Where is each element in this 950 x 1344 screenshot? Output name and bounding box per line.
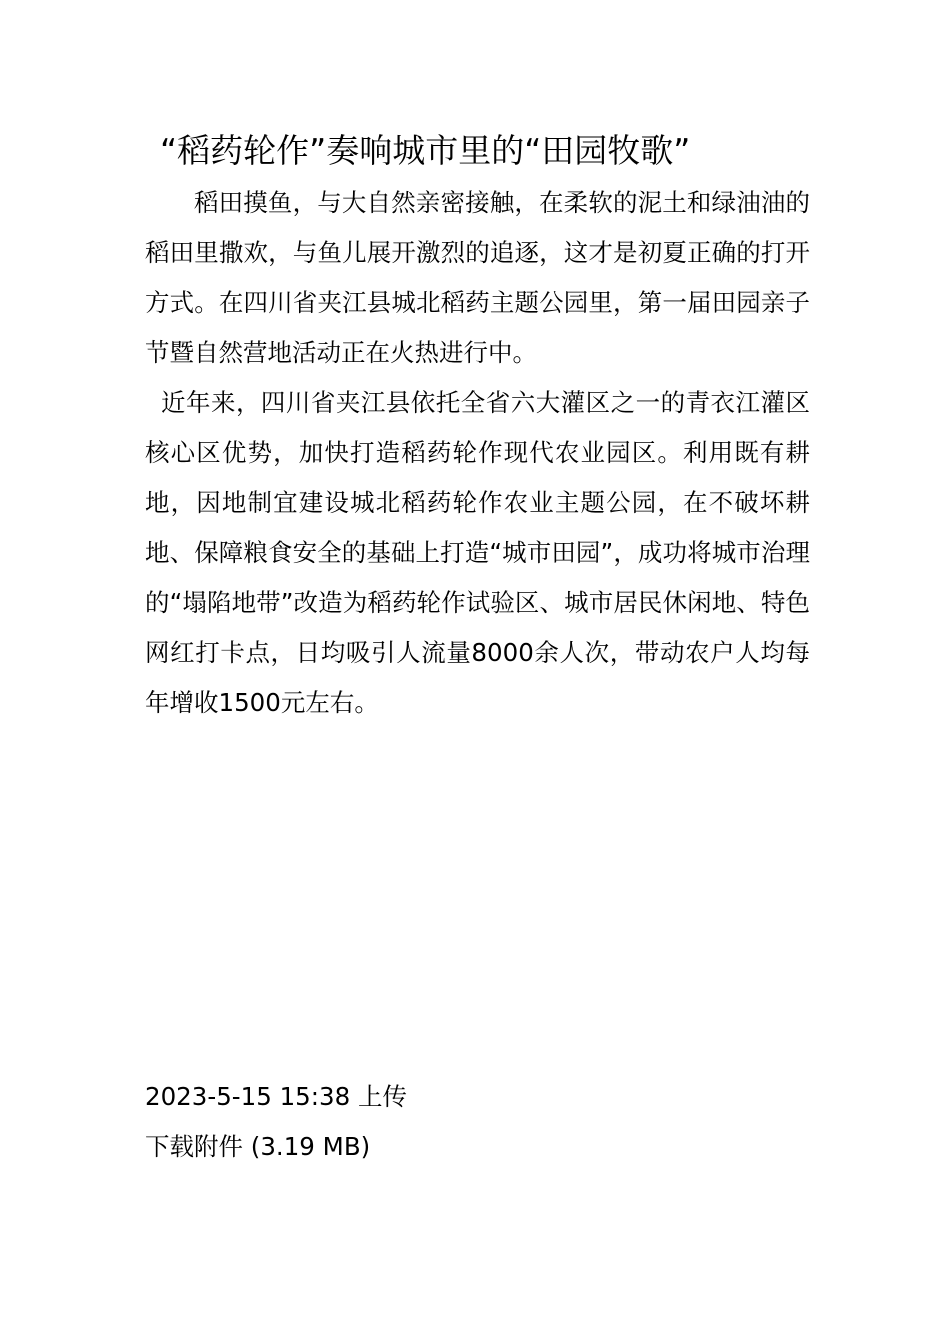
article-paragraph: 稻田摸鱼，与大自然亲密接触，在柔软的泥土和绿油油的稻田里撒欢，与鱼儿展开激烈的追逐，这才是初夏正确的打开方式。在四川省夹江县城北稻药主题公园里，第一届田园亲子节暨自然营地活动正在火热进行中。: [145, 188, 810, 367]
article-title: “稻药轮作”奏响城市里的“田园牧歌”: [160, 131, 691, 170]
upload-timestamp: 2023-5-15 15:38 上传: [145, 1082, 407, 1111]
article-body: [145, 178, 810, 728]
article-paragraph: 近年来，四川省夹江县依托全省六大灌区之一的青衣江灌区核心区优势，加快打造稻药轮作现代农业园区。利用既有耕地，因地制宜建设城北稻药轮作农业主题公园，在不破坏耕地、保障粮食安全的基础上打造“城市田园”，成功将城市治理的“塌陷地带”改造为稻药轮作试验区、城市居民休闲地、特色网红打卡点，日均吸引人流量8000余人次，带动农户人均每年增收1500元左右。: [145, 388, 810, 717]
attachment-meta: [145, 1072, 407, 1172]
download-attachment-link[interactable]: 下载附件 (3.19 MB): [145, 1132, 371, 1161]
